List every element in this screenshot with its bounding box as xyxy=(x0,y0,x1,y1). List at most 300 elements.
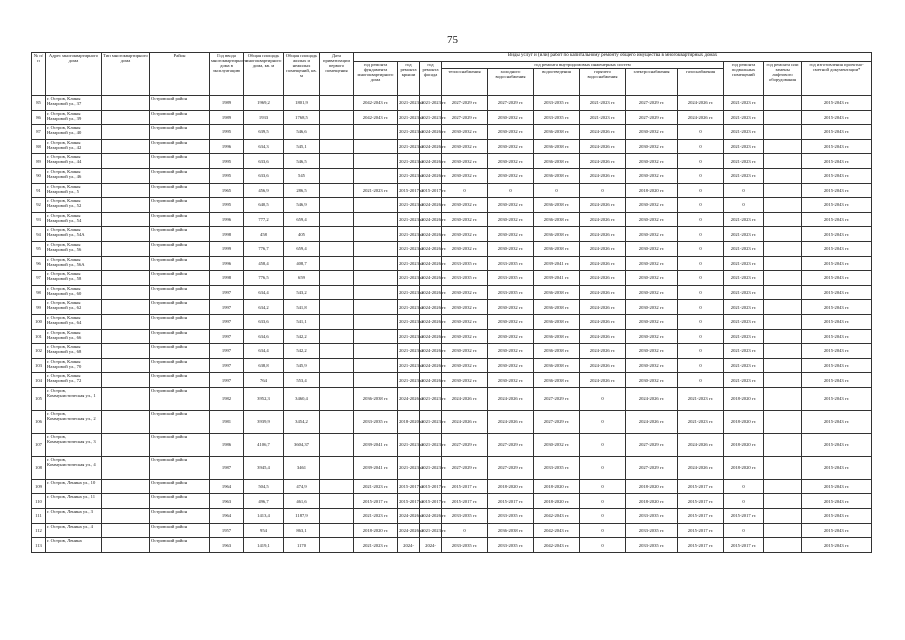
table-row xyxy=(32,241,872,256)
table-cell xyxy=(354,329,398,344)
table-cell: 2024-2026 гг. xyxy=(580,358,626,373)
table-cell: 2021-2023 гг. xyxy=(398,433,420,456)
table-cell: 2021-2023 гг. xyxy=(678,410,724,433)
table-cell: 0 xyxy=(678,358,724,373)
table-cell: 2024-2026 гг. xyxy=(398,509,420,524)
table-cell xyxy=(764,271,802,286)
table-cell: 2024-2026 гг. xyxy=(420,358,442,373)
table-cell: 1963 xyxy=(210,494,244,509)
table-cell: 0 xyxy=(724,479,764,494)
table-cell: 0 xyxy=(442,183,488,198)
table-cell xyxy=(354,212,398,227)
table-cell: 2021-2023 гг. xyxy=(398,329,420,344)
table-cell: 2030-2032 гг. xyxy=(626,373,678,388)
table-cell: 3454,2 xyxy=(284,410,320,433)
table-cell: г. Остров, Клины Назаровой ул., 66 xyxy=(46,329,102,344)
table-cell: 86 xyxy=(32,110,46,125)
table-cell xyxy=(354,373,398,388)
table-cell: 2036-2038 гг. xyxy=(534,139,580,154)
table-cell: 863,1 xyxy=(284,523,320,538)
table-cell: 2015-2043 гг. xyxy=(802,358,872,373)
table-cell: 2030-2032 гг. xyxy=(442,300,488,315)
table-cell: 2033-2035 гг. xyxy=(626,538,678,553)
table-cell: 2015-2043 гг. xyxy=(802,410,872,433)
table-cell: 2024-2026 гг. xyxy=(580,227,626,242)
table-cell: Островский район xyxy=(150,358,210,373)
table-cell xyxy=(320,538,354,553)
table-cell: 546,6 xyxy=(284,125,320,140)
table-cell xyxy=(764,329,802,344)
table-cell: 1933 xyxy=(244,110,284,125)
table-cell: г. Остров, Ленина ул., 10 xyxy=(46,479,102,494)
table-cell xyxy=(764,110,802,125)
table-cell: 2033-2035 гг. xyxy=(442,271,488,286)
col-cold-water: холодного водоснабжения xyxy=(488,69,534,96)
table-cell: 93 xyxy=(32,212,46,227)
table-cell: 0 xyxy=(678,241,724,256)
table-cell: 2021-2023 гг. xyxy=(398,285,420,300)
table-cell: 2036-2038 гг. xyxy=(534,154,580,169)
table-cell xyxy=(320,125,354,140)
table-cell: 474,9 xyxy=(284,479,320,494)
table-cell: 0 xyxy=(580,523,626,538)
table-cell: 2018-2020 гг. xyxy=(626,494,678,509)
table-cell: 2036-2038 гг. xyxy=(534,227,580,242)
table-cell: 2024-2026 гг. xyxy=(488,410,534,433)
table-cell: 2021-2023 гг. xyxy=(398,271,420,286)
table-cell: 2021-2023 гг. xyxy=(724,344,764,359)
table-cell: 2018-2020 гг. xyxy=(534,494,580,509)
table-cell xyxy=(320,110,354,125)
table-cell: 2030-2032 гг. xyxy=(442,212,488,227)
table-cell: 2030-2032 гг. xyxy=(488,300,534,315)
table-cell: 2033-2035 гг. xyxy=(442,256,488,271)
table-cell: Островский район xyxy=(150,271,210,286)
table-cell: 4106,7 xyxy=(244,433,284,456)
table-cell: 1995 xyxy=(210,168,244,183)
table-cell: 2030-2032 гг. xyxy=(626,256,678,271)
table-row xyxy=(32,433,872,456)
col-year: Год ввода многоквартирного дома в эксплуатацию xyxy=(210,53,244,96)
table-cell: 2015-2043 гг. xyxy=(802,538,872,553)
table-cell: 2018-2020 гг. xyxy=(626,183,678,198)
table-cell: 97 xyxy=(32,271,46,286)
table-cell: 2024-2026 гг. xyxy=(580,241,626,256)
table-cell: Островский район xyxy=(150,494,210,509)
table-cell: г. Остров, Клины Назаровой ул., 54 xyxy=(46,212,102,227)
table-cell: 2021-2023 гг. xyxy=(398,125,420,140)
table-cell: 546,9 xyxy=(284,198,320,213)
table-cell: 90 xyxy=(32,168,46,183)
table-cell: 109 xyxy=(32,479,46,494)
table-cell: 2021-2023 гг. xyxy=(398,358,420,373)
table-cell: 2015-2017 гг. xyxy=(398,479,420,494)
table-cell: 2024-2026 гг. xyxy=(420,125,442,140)
table-cell: 2027-2029 гг. xyxy=(626,433,678,456)
table-cell: г. Остров, Коммунистическая ул., 1 xyxy=(46,387,102,410)
table-cell: 2039-2041 гг. xyxy=(534,256,580,271)
table-cell: 2015-2043 гг. xyxy=(802,96,872,111)
table-cell: 2015-2043 гг. xyxy=(802,168,872,183)
table-cell: 3460,4 xyxy=(284,387,320,410)
table-cell: 2030-2032 гг. xyxy=(442,241,488,256)
table-cell: 0 xyxy=(678,344,724,359)
table-cell: 2015-2043 гг. xyxy=(802,271,872,286)
table-row xyxy=(32,271,872,286)
table-cell xyxy=(764,139,802,154)
table-cell: 776,7 xyxy=(244,241,284,256)
table-cell: 0 xyxy=(724,183,764,198)
works-title: Виды услуг и (или) работ по капитальному ремонту общего имущества в многоквартирных домах xyxy=(354,53,872,62)
table-cell: 2021-2023 гг. xyxy=(420,410,442,433)
table-cell: 2030-2032 гг. xyxy=(626,329,678,344)
table-cell xyxy=(102,494,150,509)
table-cell: 2030-2032 гг. xyxy=(626,300,678,315)
table-cell xyxy=(320,168,354,183)
table-cell: 2021-2023 гг. xyxy=(354,538,398,553)
table-cell: 2021-2023 гг. xyxy=(580,110,626,125)
table-cell: 111 xyxy=(32,509,46,524)
table-cell xyxy=(764,212,802,227)
table-cell: 2015-2017 гг. xyxy=(420,494,442,509)
table-cell: 2018-2020 гг. xyxy=(724,456,764,479)
table-cell: 92 xyxy=(32,198,46,213)
table-row xyxy=(32,523,872,538)
table-cell: 2024-2026 гг. xyxy=(580,373,626,388)
col-living-area: Общая площадь жилых и нежилых помещений, кв. м xyxy=(284,53,320,96)
table-cell: г. Остров, Ленина ул., 4 xyxy=(46,523,102,538)
table-cell: 1957 xyxy=(210,523,244,538)
table-cell: 1965 xyxy=(210,183,244,198)
table-cell: Островский район xyxy=(150,456,210,479)
table-cell: 0 xyxy=(442,523,488,538)
table-cell: 2021-2023 гг. xyxy=(724,256,764,271)
table-cell: 0 xyxy=(580,509,626,524)
table-cell: Островский район xyxy=(150,433,210,456)
table-cell: 1997 xyxy=(210,373,244,388)
table-cell: 2021-2023 гг. xyxy=(724,168,764,183)
table-cell xyxy=(764,433,802,456)
col-roof: год ремонта крыши xyxy=(398,62,420,96)
table-cell xyxy=(764,285,802,300)
table-cell: 0 xyxy=(580,494,626,509)
table-cell: 2021-2023 гг. xyxy=(678,387,724,410)
table-cell: г. Остров, Клины Назаровой ул., 56 xyxy=(46,241,102,256)
table-cell xyxy=(102,271,150,286)
table-cell: 2030-2032 гг. xyxy=(488,358,534,373)
table-cell: 1997 xyxy=(210,344,244,359)
table-cell: 2033-2035 гг. xyxy=(488,538,534,553)
table-cell xyxy=(320,314,354,329)
table-cell: 541,1 xyxy=(284,314,320,329)
table-cell: 2024-2026 гг. xyxy=(678,433,724,456)
table-cell: 2015-2043 гг. xyxy=(802,300,872,315)
table-cell: 2021-2023 гг. xyxy=(420,456,442,479)
table-cell: 2030-2032 гг. xyxy=(626,344,678,359)
table-cell xyxy=(102,538,150,553)
table-cell: 1998 xyxy=(210,227,244,242)
table-cell: 2030-2032 гг. xyxy=(626,125,678,140)
table-cell: 2024-2026 гг. xyxy=(398,523,420,538)
table-cell: 0 xyxy=(678,300,724,315)
table-cell: 2021-2023 гг. xyxy=(354,183,398,198)
table-cell xyxy=(320,329,354,344)
table-cell: Островский район xyxy=(150,314,210,329)
table-row xyxy=(32,139,872,154)
table-cell: 2015-2043 гг. xyxy=(802,212,872,227)
table-cell xyxy=(320,433,354,456)
table-cell xyxy=(764,387,802,410)
table-cell: 2015-2043 гг. xyxy=(802,139,872,154)
table-cell: 2030-2032 гг. xyxy=(442,358,488,373)
table-cell: 2024-2026 гг. xyxy=(488,387,534,410)
table-cell: г. Остров, Клины Назаровой ул., 40 xyxy=(46,125,102,140)
table-cell: 2030-2032 гг. xyxy=(488,344,534,359)
col-elevator: год ремонта или замены лифтового оборудования xyxy=(764,62,802,96)
table-cell xyxy=(320,509,354,524)
table-cell: 2033-2035 гг. xyxy=(442,509,488,524)
table-cell: 91 xyxy=(32,183,46,198)
table-cell xyxy=(102,168,150,183)
table-cell: 105 xyxy=(32,387,46,410)
table-cell xyxy=(102,456,150,479)
table-cell: 2030-2032 гг. xyxy=(488,212,534,227)
table-cell xyxy=(102,523,150,538)
table-cell xyxy=(354,344,398,359)
table-row xyxy=(32,168,872,183)
table-cell xyxy=(764,523,802,538)
table-cell: 2027-2029 гг. xyxy=(442,96,488,111)
table-cell: 0 xyxy=(678,271,724,286)
table-cell: 776,5 xyxy=(244,271,284,286)
table-cell: 2024-2026 гг. xyxy=(580,139,626,154)
table-cell: г. Остров, Клины Назаровой ул., 72 xyxy=(46,373,102,388)
table-cell: 764 xyxy=(244,373,284,388)
table-cell xyxy=(764,96,802,111)
table-cell: 0 xyxy=(488,183,534,198)
table-cell: 2027-2029 гг. xyxy=(626,110,678,125)
table-cell: 2033-2035 гг. xyxy=(534,456,580,479)
table-cell: г. Остров, Клины Назаровой ул., 64 xyxy=(46,314,102,329)
table-cell: 2030-2032 гг. xyxy=(626,168,678,183)
table-cell: 2033-2035 гг. xyxy=(626,523,678,538)
table-cell: 1187,9 xyxy=(284,509,320,524)
table-cell: 2036-2038 гг. xyxy=(534,168,580,183)
table-cell: 2015-2017 гг. xyxy=(724,509,764,524)
table-cell: 2030-2032 гг. xyxy=(626,271,678,286)
table-row xyxy=(32,538,872,553)
table-cell: 634,3 xyxy=(244,139,284,154)
table-row xyxy=(32,198,872,213)
table-cell: 2018-2020 гг. xyxy=(398,410,420,433)
table-cell xyxy=(354,271,398,286)
table-cell xyxy=(102,227,150,242)
table-cell: 2030-2032 гг. xyxy=(442,168,488,183)
table-cell: 1986 xyxy=(210,433,244,456)
table-cell xyxy=(354,256,398,271)
table-cell xyxy=(102,198,150,213)
table-cell: 1768,5 xyxy=(284,110,320,125)
table-cell xyxy=(102,314,150,329)
table-cell: 2024-2026 гг. xyxy=(580,300,626,315)
table-cell: 2030-2032 гг. xyxy=(626,241,678,256)
table-cell: 2021-2023 гг. xyxy=(724,125,764,140)
table-cell: 2027-2029 гг. xyxy=(488,456,534,479)
table-cell: 2042-2043 гг. xyxy=(354,96,398,111)
table-cell: 1987 xyxy=(210,456,244,479)
table-cell: 2024-2026 гг. xyxy=(420,241,442,256)
table-cell: 0 xyxy=(678,256,724,271)
table-cell xyxy=(764,456,802,479)
table-cell: 0 xyxy=(678,227,724,242)
table-cell: 2024-2026 гг. xyxy=(678,96,724,111)
table-cell: 2024-2026 гг. xyxy=(580,329,626,344)
table-cell: г. Остров, Клины Назаровой ул., 52 xyxy=(46,198,102,213)
table-cell xyxy=(320,183,354,198)
table-cell: Островский район xyxy=(150,300,210,315)
table-cell: 2018-2020 гг. xyxy=(354,523,398,538)
table-cell: 2015-2043 гг. xyxy=(802,241,872,256)
table-cell: 1170 xyxy=(284,538,320,553)
table-cell: 2024-2026 гг. xyxy=(420,212,442,227)
table-cell: 2021-2023 гг. xyxy=(420,96,442,111)
table-cell: 2021-2023 гг. xyxy=(398,154,420,169)
table-cell: 2030-2032 гг. xyxy=(626,358,678,373)
table-cell: 545,1 xyxy=(284,139,320,154)
table-cell: г. Остров, Клины Назаровой ул., 60 xyxy=(46,285,102,300)
table-cell: 2030-2032 гг. xyxy=(626,198,678,213)
table-cell: 2024-2026 гг. xyxy=(420,271,442,286)
table-row xyxy=(32,509,872,524)
table-cell xyxy=(320,271,354,286)
table-cell: 2021-2023 гг. xyxy=(398,168,420,183)
table-cell: 2024-2026 гг. xyxy=(580,271,626,286)
table-cell: 2015-2017 гг. xyxy=(678,523,724,538)
table-row xyxy=(32,256,872,271)
table-cell: 2021-2023 гг. xyxy=(420,433,442,456)
table-row xyxy=(32,387,872,410)
table-cell xyxy=(320,212,354,227)
capital-repair-table xyxy=(31,52,872,553)
table-cell xyxy=(320,285,354,300)
table-cell xyxy=(354,358,398,373)
table-cell: 2024-2026 гг. xyxy=(580,125,626,140)
table-cell: 108 xyxy=(32,456,46,479)
table-cell: 2018-2020 гг. xyxy=(626,479,678,494)
table-cell: 639,5 xyxy=(244,125,284,140)
table-cell: Островский район xyxy=(150,256,210,271)
table-cell: 2021-2023 гг. xyxy=(724,154,764,169)
table-cell: 2036-2038 гг. xyxy=(534,125,580,140)
table-cell: 2024-2026 гг. xyxy=(420,300,442,315)
table-row xyxy=(32,314,872,329)
table-cell: 2015-2017 гг. xyxy=(398,494,420,509)
table-cell: Островский район xyxy=(150,241,210,256)
table-cell: 2015-2043 гг. xyxy=(802,479,872,494)
table-cell: 2024-2026 гг. xyxy=(678,456,724,479)
table-cell: 2033-2035 гг. xyxy=(354,410,398,433)
table-cell: 2030-2032 гг. xyxy=(442,154,488,169)
table-cell: 2021-2023 гг. xyxy=(724,314,764,329)
table-cell: 504,5 xyxy=(244,479,284,494)
table-cell: 1997 xyxy=(210,314,244,329)
table-cell: 777,2 xyxy=(244,212,284,227)
table-cell: 2039-2041 гг. xyxy=(354,433,398,456)
table-row xyxy=(32,125,872,140)
table-cell: 3945,4 xyxy=(244,456,284,479)
table-cell: 2024-2026 гг. xyxy=(442,410,488,433)
table-cell: 2033-2035 гг. xyxy=(626,509,678,524)
table-cell: 2021-2023 гг. xyxy=(398,241,420,256)
table-cell: 2015-2017 гг. xyxy=(678,509,724,524)
table-cell xyxy=(102,373,150,388)
table-cell: 0 xyxy=(580,387,626,410)
table-cell: 543,2 xyxy=(284,285,320,300)
table-cell: 2024-2026 гг. xyxy=(420,139,442,154)
table-cell: 541,8 xyxy=(284,300,320,315)
table-cell: 2021-2023 гг. xyxy=(724,139,764,154)
table-cell: 2036-2038 гг. xyxy=(488,523,534,538)
table-cell: 2024-2026 гг. xyxy=(398,387,420,410)
table-cell xyxy=(764,479,802,494)
table-cell: 2036-2038 гг. xyxy=(354,387,398,410)
table-cell: 2024-2026 гг. xyxy=(442,387,488,410)
table-cell: 2033-2035 гг. xyxy=(442,538,488,553)
table-cell xyxy=(764,410,802,433)
table-cell: 2018-2020 гг. xyxy=(724,387,764,410)
table-cell: 1995 xyxy=(210,154,244,169)
table-row xyxy=(32,183,872,198)
table-cell: Островский район xyxy=(150,125,210,140)
table-cell: Островский район xyxy=(150,96,210,111)
table-cell: 2030-2032 гг. xyxy=(626,212,678,227)
table-cell: 2021-2023 гг. xyxy=(724,241,764,256)
table-cell: 0 xyxy=(580,538,626,553)
table-cell: 634,6 xyxy=(244,329,284,344)
table-cell: 2042-2043 гг. xyxy=(534,509,580,524)
table-cell xyxy=(102,344,150,359)
table-cell: г. Остров, Коммунистическая ул., 2 xyxy=(46,410,102,433)
table-cell: 2021-2023 гг. xyxy=(398,198,420,213)
table-cell: Островский район xyxy=(150,168,210,183)
table-cell: 0 xyxy=(580,410,626,433)
table-cell: 2027-2029 гг. xyxy=(534,387,580,410)
table-cell xyxy=(764,256,802,271)
table-cell: 2030-2032 гг. xyxy=(534,433,580,456)
table-cell: 101 xyxy=(32,329,46,344)
col-privatization: Дата приватизации первого помещения xyxy=(320,53,354,96)
table-cell: 2030-2032 гг. xyxy=(442,198,488,213)
table-cell: 0 xyxy=(724,198,764,213)
table-cell xyxy=(764,358,802,373)
table-cell: 458,4 xyxy=(244,256,284,271)
table-cell: г. Остров, Ленина ул., 11 xyxy=(46,494,102,509)
table-cell: 2030-2032 гг. xyxy=(488,154,534,169)
table-cell: 545,9 xyxy=(284,358,320,373)
table-cell: г. Остров, Клины Назаровой ул., 62 xyxy=(46,300,102,315)
table-cell: 1964 xyxy=(210,479,244,494)
table-cell: 2015-2043 гг. xyxy=(802,344,872,359)
table-cell: 1997 xyxy=(210,329,244,344)
table-cell xyxy=(764,509,802,524)
table-cell xyxy=(102,154,150,169)
table-cell: 0 xyxy=(678,183,724,198)
table-cell: 2030-2032 гг. xyxy=(488,241,534,256)
table-cell: 634,2 xyxy=(244,300,284,315)
table-cell: 0 xyxy=(580,433,626,456)
table-cell: г. Остров, Клины Назаровой ул., 46 xyxy=(46,168,102,183)
table-cell: 408,7 xyxy=(284,256,320,271)
